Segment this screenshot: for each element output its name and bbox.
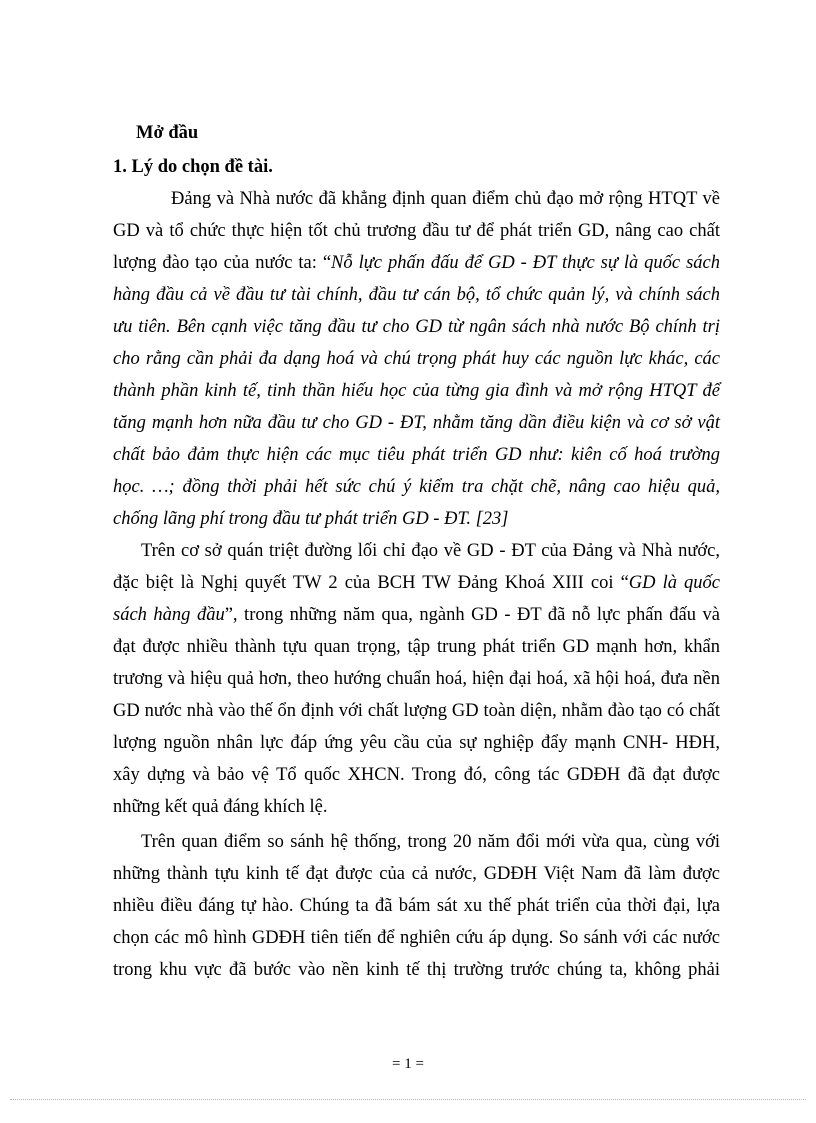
text-run: ”, trong những năm qua, ngành GD - ĐT đã nỗ lực phấn đấu và bbox=[224, 605, 720, 625]
text-line bbox=[113, 567, 720, 599]
text-line: cho rằng cần phải đa dạng hoá và chú trọng phát huy các nguồn lực khác, các bbox=[113, 349, 720, 369]
quote-run: Nỗ lực phấn đấu để GD - ĐT thực sự là quốc sách bbox=[331, 253, 720, 273]
text-line: thành phần kinh tế, tinh thần hiếu học của từng gia đình và mở rộng HTQT để bbox=[113, 381, 720, 401]
text-line: tăng mạnh hơn nữa đầu tư cho GD - ĐT, nhằm tăng dần điều kiện và cơ sở vật bbox=[113, 413, 720, 433]
text-line: trương và hiệu quả hơn, theo hướng chuẩn hoá, hiện đại hoá, xã hội hoá, đưa nền bbox=[113, 669, 720, 689]
text-line: chất bảo đảm thực hiện các mục tiêu phát triển GD như: kiên cố hoá trường bbox=[113, 445, 720, 465]
text-line: GD nước nhà vào thế ổn định với chất lượng GD toàn diện, nhằm đào tạo có chất bbox=[113, 701, 720, 721]
text-line: lượng nguồn nhân lực đáp ứng yêu cầu của sự nghiệp đẩy mạnh CNH- HĐH, bbox=[113, 733, 720, 753]
text-line: nhiều điều đáng tự hào. Chúng ta đã bám sát xu thế phát triển của thời đại, lựa bbox=[113, 896, 720, 916]
text-line: GD và tổ chức thực hiện tốt chủ trương đầu tư để phát triển GD, nâng cao chất bbox=[113, 221, 720, 241]
section-heading: 1. Lý do chọn đề tài. bbox=[113, 157, 273, 177]
text-run: đặc biệt là Nghị quyết TW 2 của BCH TW Đảng Khoá XIII coi “ bbox=[113, 573, 629, 593]
page-number: = 1 = bbox=[392, 1056, 424, 1072]
text-line bbox=[113, 599, 720, 631]
intro-heading: Mở đầu bbox=[136, 123, 199, 143]
text-line: Trên cơ sở quán triệt đường lối chỉ đạo về GD - ĐT của Đảng và Nhà nước, bbox=[141, 541, 720, 561]
page-bottom-border bbox=[10, 1099, 806, 1100]
text-run: lượng đào tạo của nước ta: “ bbox=[113, 253, 332, 273]
text-line: đạt được nhiều thành tựu quan trọng, tập trung phát triển GD mạnh hơn, khẩn bbox=[113, 637, 720, 657]
text-line: chống lãng phí trong đầu tư phát triển GD - ĐT. [23] bbox=[113, 509, 509, 529]
quote-run: sách hàng đầu bbox=[113, 605, 225, 625]
quote-run: GD là quốc bbox=[628, 573, 720, 593]
text-line: ưu tiên. Bên cạnh việc tăng đầu tư cho GD từ ngân sách nhà nước Bộ chính trị bbox=[113, 317, 720, 337]
text-line: Đảng và Nhà nước đã khẳng định quan điểm chủ đạo mở rộng HTQT về bbox=[171, 189, 720, 209]
text-line: những kết quả đáng khích lệ. bbox=[113, 797, 328, 817]
text-line: trong khu vực đã bước vào nền kinh tế thị trường trước chúng ta, không phải bbox=[113, 960, 720, 980]
text-line: xây dựng và bảo vệ Tổ quốc XHCN. Trong đó, công tác GDĐH đã đạt được bbox=[113, 765, 720, 785]
text-line bbox=[113, 247, 720, 279]
body-text bbox=[113, 183, 720, 986]
text-line: chọn các mô hình GDĐH tiên tiến để nghiên cứu áp dụng. So sánh với các nước bbox=[113, 928, 720, 948]
text-line: những thành tựu kinh tế đạt được của cả nước, GDĐH Việt Nam đã làm được bbox=[113, 864, 720, 884]
text-line: Trên quan điểm so sánh hệ thống, trong 20 năm đổi mới vừa qua, cùng với bbox=[141, 832, 720, 852]
text-line: hàng đầu cả về đầu tư tài chính, đầu tư cán bộ, tổ chức quản lý, và chính sách bbox=[113, 285, 720, 305]
text-line: học. …; đồng thời phải hết sức chú ý kiểm tra chặt chẽ, nâng cao hiệu quả, bbox=[113, 477, 720, 497]
